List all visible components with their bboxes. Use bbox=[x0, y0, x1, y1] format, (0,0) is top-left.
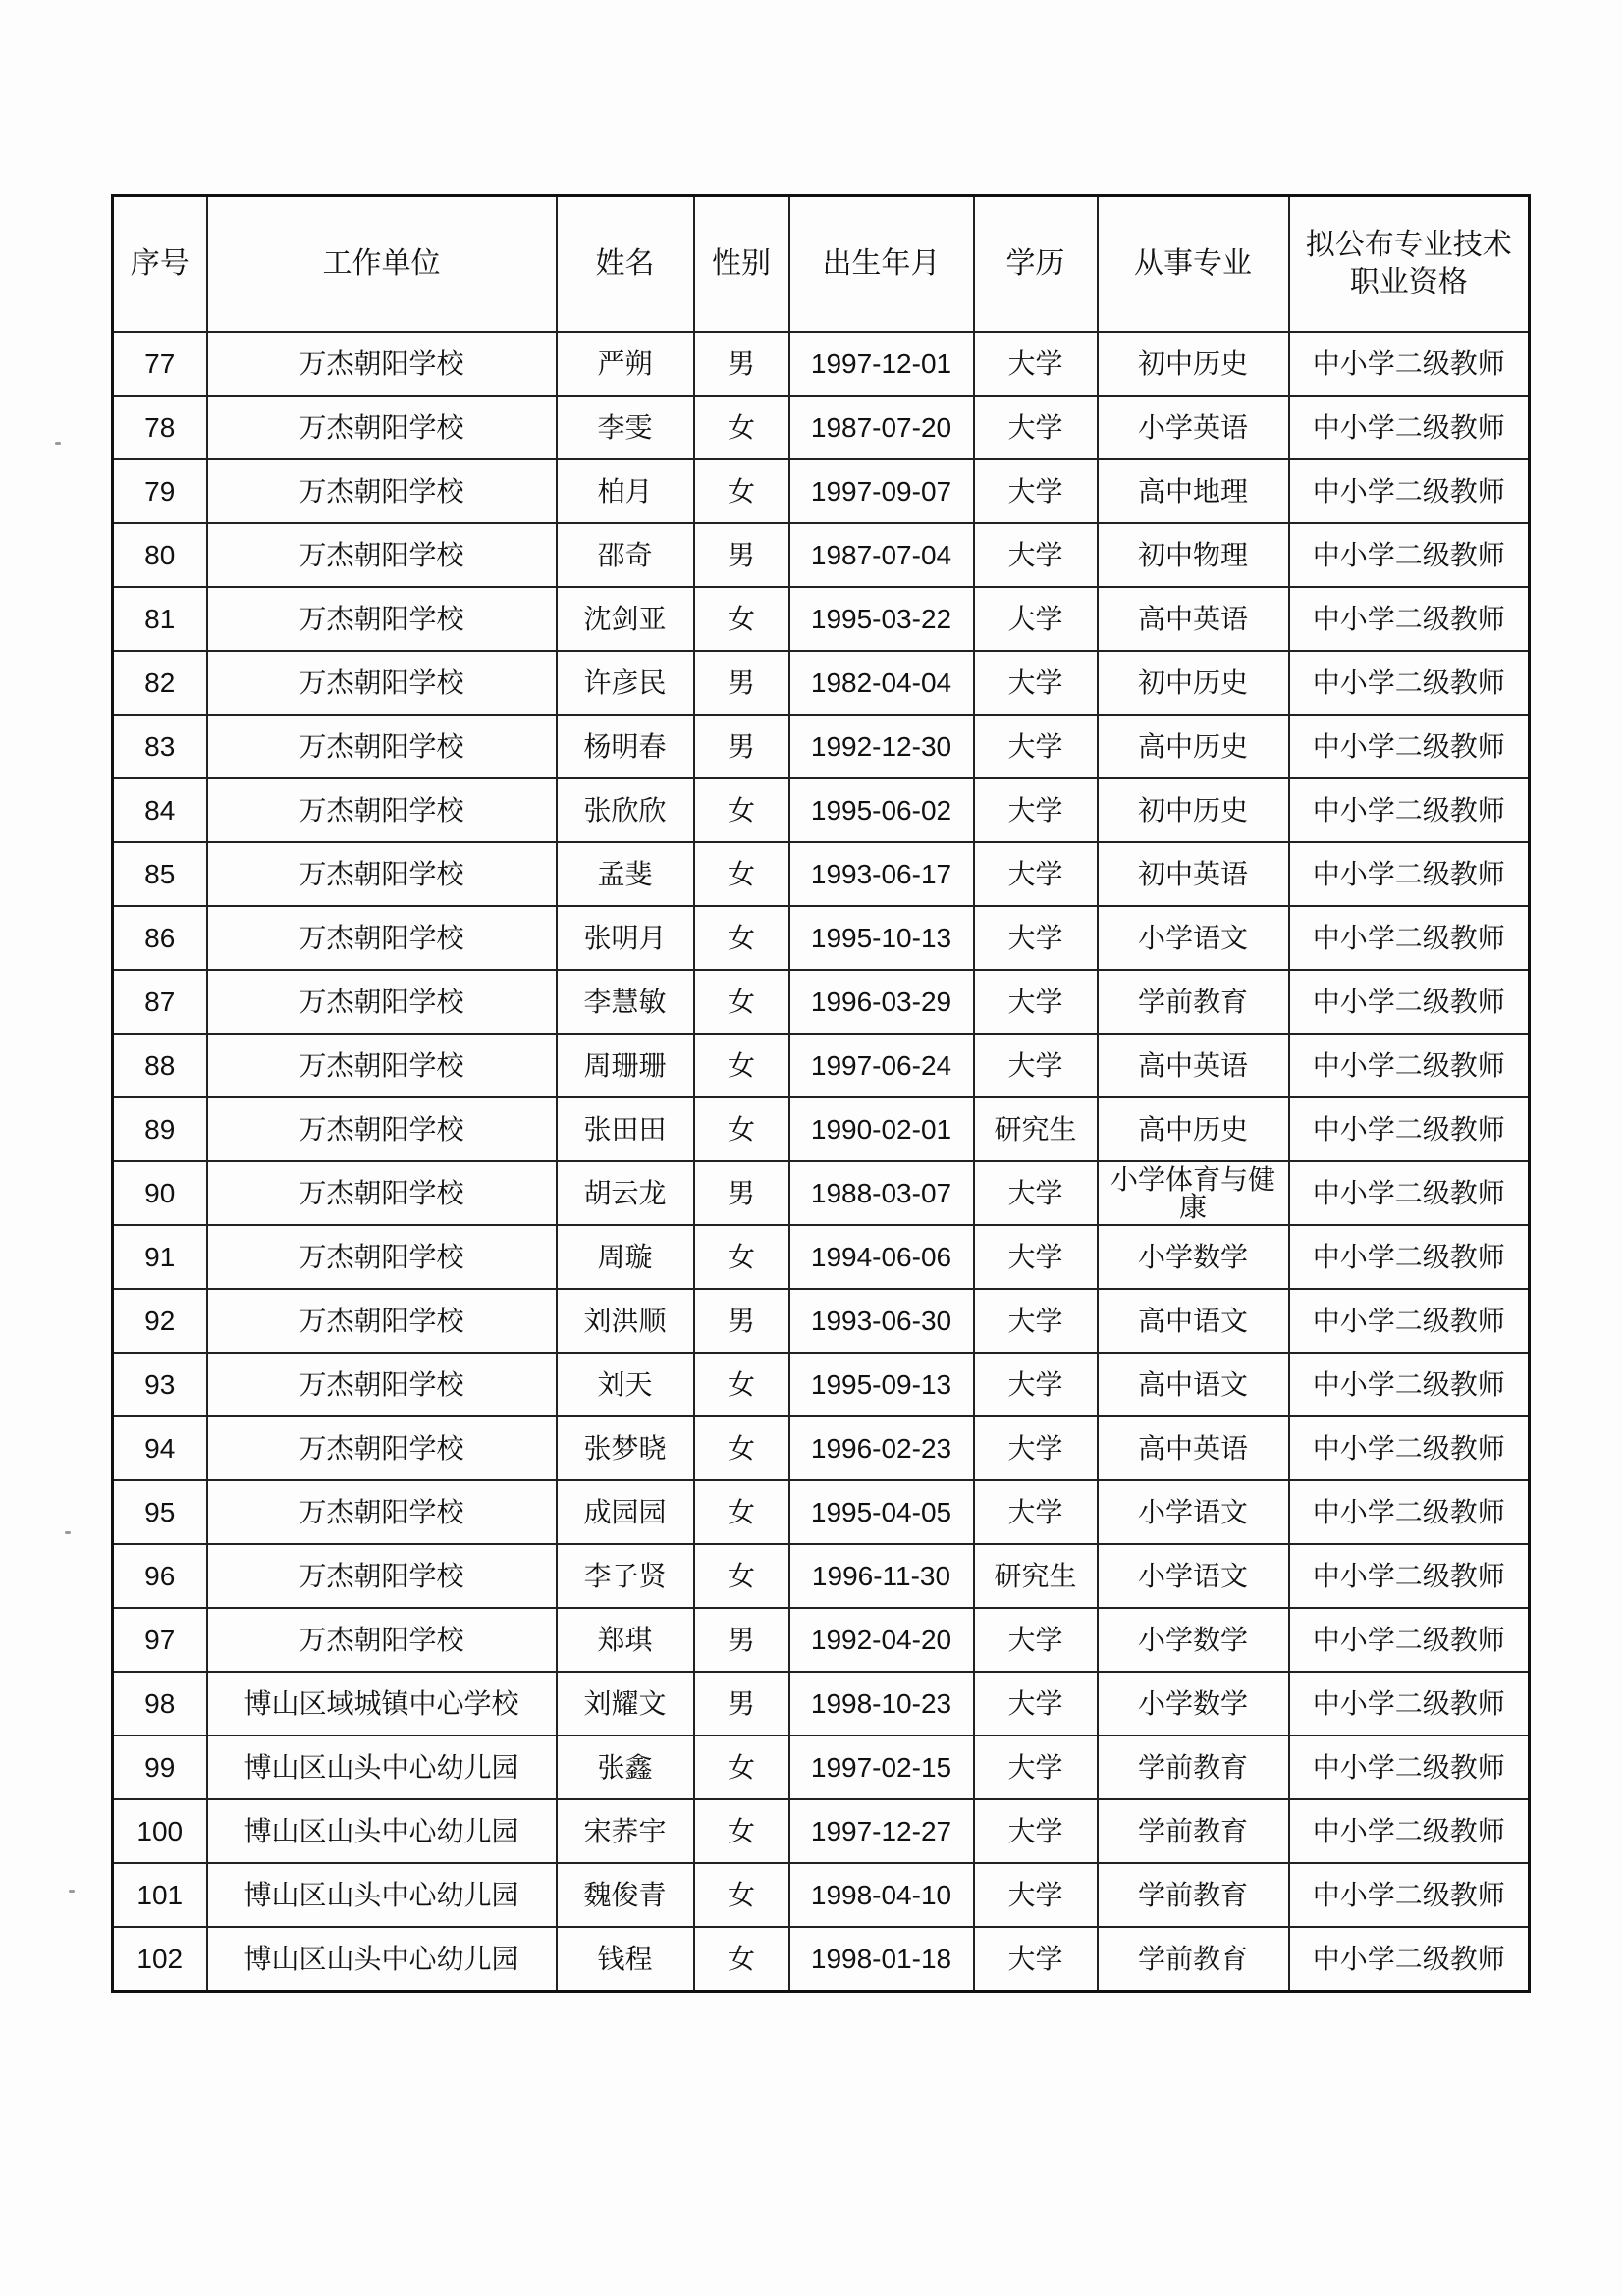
cell-gender: 女 bbox=[694, 778, 789, 842]
cell-education: 大学 bbox=[974, 715, 1098, 778]
cell-birth: 1996-03-29 bbox=[789, 970, 974, 1034]
cell-major: 高中历史 bbox=[1098, 715, 1289, 778]
header-seq: 序号 bbox=[113, 196, 207, 333]
table-row bbox=[113, 651, 1530, 715]
cell-major: 初中历史 bbox=[1098, 332, 1289, 396]
cell-seq: 92 bbox=[113, 1289, 207, 1353]
cell-qualification: 中小学二级教师 bbox=[1289, 1544, 1530, 1608]
cell-name: 李慧敏 bbox=[557, 970, 694, 1034]
cell-seq: 77 bbox=[113, 332, 207, 396]
cell-education: 大学 bbox=[974, 459, 1098, 523]
cell-name: 李雯 bbox=[557, 396, 694, 459]
cell-seq: 97 bbox=[113, 1608, 207, 1672]
cell-seq: 89 bbox=[113, 1097, 207, 1161]
cell-seq: 88 bbox=[113, 1034, 207, 1097]
cell-seq: 96 bbox=[113, 1544, 207, 1608]
cell-birth: 1996-11-30 bbox=[789, 1544, 974, 1608]
cell-education: 大学 bbox=[974, 1416, 1098, 1480]
cell-name: 成园园 bbox=[557, 1480, 694, 1544]
cell-name: 李子贤 bbox=[557, 1544, 694, 1608]
cell-qualification: 中小学二级教师 bbox=[1289, 651, 1530, 715]
table-row bbox=[113, 396, 1530, 459]
cell-birth: 1993-06-30 bbox=[789, 1289, 974, 1353]
cell-gender: 女 bbox=[694, 1799, 789, 1863]
cell-birth: 1997-02-15 bbox=[789, 1735, 974, 1799]
cell-unit: 万杰朝阳学校 bbox=[207, 1097, 557, 1161]
cell-birth: 1987-07-04 bbox=[789, 523, 974, 587]
cell-education: 研究生 bbox=[974, 1097, 1098, 1161]
cell-unit: 博山区山头中心幼儿园 bbox=[207, 1863, 557, 1927]
cell-qualification: 中小学二级教师 bbox=[1289, 1608, 1530, 1672]
cell-major: 小学语文 bbox=[1098, 906, 1289, 970]
cell-unit: 万杰朝阳学校 bbox=[207, 1416, 557, 1480]
cell-name: 周璇 bbox=[557, 1225, 694, 1289]
cell-unit: 万杰朝阳学校 bbox=[207, 778, 557, 842]
cell-qualification: 中小学二级教师 bbox=[1289, 1799, 1530, 1863]
cell-name: 张田田 bbox=[557, 1097, 694, 1161]
cell-unit: 博山区山头中心幼儿园 bbox=[207, 1927, 557, 1992]
cell-unit: 万杰朝阳学校 bbox=[207, 459, 557, 523]
cell-education: 大学 bbox=[974, 1353, 1098, 1416]
header-name: 姓名 bbox=[557, 196, 694, 333]
cell-qualification: 中小学二级教师 bbox=[1289, 1416, 1530, 1480]
table-row bbox=[113, 970, 1530, 1034]
cell-birth: 1995-09-13 bbox=[789, 1353, 974, 1416]
cell-seq: 98 bbox=[113, 1672, 207, 1735]
cell-qualification: 中小学二级教师 bbox=[1289, 459, 1530, 523]
cell-major: 初中历史 bbox=[1098, 651, 1289, 715]
cell-education: 研究生 bbox=[974, 1544, 1098, 1608]
cell-major: 学前教育 bbox=[1098, 1863, 1289, 1927]
cell-qualification: 中小学二级教师 bbox=[1289, 396, 1530, 459]
cell-name: 许彦民 bbox=[557, 651, 694, 715]
cell-unit: 万杰朝阳学校 bbox=[207, 523, 557, 587]
cell-unit: 万杰朝阳学校 bbox=[207, 1544, 557, 1608]
cell-major: 学前教育 bbox=[1098, 1799, 1289, 1863]
table-header bbox=[113, 196, 1530, 333]
cell-name: 柏月 bbox=[557, 459, 694, 523]
cell-unit: 博山区域城镇中心学校 bbox=[207, 1672, 557, 1735]
cell-major: 初中英语 bbox=[1098, 842, 1289, 906]
cell-qualification: 中小学二级教师 bbox=[1289, 332, 1530, 396]
cell-unit: 万杰朝阳学校 bbox=[207, 332, 557, 396]
cell-seq: 82 bbox=[113, 651, 207, 715]
cell-education: 大学 bbox=[974, 587, 1098, 651]
cell-qualification: 中小学二级教师 bbox=[1289, 1034, 1530, 1097]
table-row bbox=[113, 1225, 1530, 1289]
cell-gender: 男 bbox=[694, 332, 789, 396]
cell-major: 小学体育与健康 bbox=[1098, 1161, 1289, 1225]
cell-birth: 1992-04-20 bbox=[789, 1608, 974, 1672]
cell-birth: 1997-12-27 bbox=[789, 1799, 974, 1863]
cell-qualification: 中小学二级教师 bbox=[1289, 715, 1530, 778]
cell-birth: 1982-04-04 bbox=[789, 651, 974, 715]
cell-major: 高中地理 bbox=[1098, 459, 1289, 523]
table-row bbox=[113, 1608, 1530, 1672]
cell-seq: 93 bbox=[113, 1353, 207, 1416]
cell-name: 郑琪 bbox=[557, 1608, 694, 1672]
cell-major: 高中语文 bbox=[1098, 1289, 1289, 1353]
cell-unit: 万杰朝阳学校 bbox=[207, 906, 557, 970]
cell-name: 张明月 bbox=[557, 906, 694, 970]
cell-birth: 1994-06-06 bbox=[789, 1225, 974, 1289]
cell-unit: 万杰朝阳学校 bbox=[207, 842, 557, 906]
cell-seq: 80 bbox=[113, 523, 207, 587]
table-row bbox=[113, 1927, 1530, 1992]
cell-education: 大学 bbox=[974, 1034, 1098, 1097]
cell-gender: 女 bbox=[694, 1097, 789, 1161]
cell-qualification: 中小学二级教师 bbox=[1289, 587, 1530, 651]
header-unit: 工作单位 bbox=[207, 196, 557, 333]
cell-name: 宋荞宇 bbox=[557, 1799, 694, 1863]
cell-major: 学前教育 bbox=[1098, 1735, 1289, 1799]
cell-qualification: 中小学二级教师 bbox=[1289, 1927, 1530, 1992]
cell-major: 学前教育 bbox=[1098, 970, 1289, 1034]
cell-gender: 女 bbox=[694, 1416, 789, 1480]
cell-name: 钱程 bbox=[557, 1927, 694, 1992]
cell-major: 小学数学 bbox=[1098, 1672, 1289, 1735]
header-qualification: 拟公布专业技术职业资格 bbox=[1289, 196, 1530, 333]
cell-seq: 83 bbox=[113, 715, 207, 778]
cell-major: 小学语文 bbox=[1098, 1544, 1289, 1608]
cell-gender: 男 bbox=[694, 1289, 789, 1353]
cell-major: 初中历史 bbox=[1098, 778, 1289, 842]
cell-name: 刘耀文 bbox=[557, 1672, 694, 1735]
cell-gender: 女 bbox=[694, 1034, 789, 1097]
cell-gender: 女 bbox=[694, 1544, 789, 1608]
cell-qualification: 中小学二级教师 bbox=[1289, 1161, 1530, 1225]
cell-birth: 1995-04-05 bbox=[789, 1480, 974, 1544]
table-row bbox=[113, 1863, 1530, 1927]
cell-gender: 女 bbox=[694, 1735, 789, 1799]
table-row bbox=[113, 842, 1530, 906]
table-row bbox=[113, 459, 1530, 523]
table-row bbox=[113, 587, 1530, 651]
cell-education: 大学 bbox=[974, 1799, 1098, 1863]
cell-seq: 81 bbox=[113, 587, 207, 651]
cell-qualification: 中小学二级教师 bbox=[1289, 970, 1530, 1034]
cell-seq: 91 bbox=[113, 1225, 207, 1289]
cell-education: 大学 bbox=[974, 842, 1098, 906]
cell-education: 大学 bbox=[974, 1672, 1098, 1735]
cell-seq: 102 bbox=[113, 1927, 207, 1992]
cell-qualification: 中小学二级教师 bbox=[1289, 778, 1530, 842]
cell-qualification: 中小学二级教师 bbox=[1289, 842, 1530, 906]
header-gender: 性别 bbox=[694, 196, 789, 333]
cell-qualification: 中小学二级教师 bbox=[1289, 1735, 1530, 1799]
table-row bbox=[113, 715, 1530, 778]
cell-name: 孟斐 bbox=[557, 842, 694, 906]
cell-birth: 1997-09-07 bbox=[789, 459, 974, 523]
cell-seq: 94 bbox=[113, 1416, 207, 1480]
cell-gender: 女 bbox=[694, 1353, 789, 1416]
cell-seq: 99 bbox=[113, 1735, 207, 1799]
cell-unit: 万杰朝阳学校 bbox=[207, 587, 557, 651]
cell-unit: 万杰朝阳学校 bbox=[207, 1034, 557, 1097]
cell-birth: 1988-03-07 bbox=[789, 1161, 974, 1225]
cell-education: 大学 bbox=[974, 778, 1098, 842]
scan-speck bbox=[55, 442, 61, 445]
cell-seq: 78 bbox=[113, 396, 207, 459]
cell-unit: 万杰朝阳学校 bbox=[207, 1608, 557, 1672]
cell-unit: 万杰朝阳学校 bbox=[207, 396, 557, 459]
cell-qualification: 中小学二级教师 bbox=[1289, 1480, 1530, 1544]
table-row bbox=[113, 1799, 1530, 1863]
cell-major: 学前教育 bbox=[1098, 1927, 1289, 1992]
table-row bbox=[113, 1161, 1530, 1225]
cell-gender: 男 bbox=[694, 1672, 789, 1735]
header-row bbox=[113, 196, 1530, 333]
cell-gender: 女 bbox=[694, 906, 789, 970]
cell-gender: 女 bbox=[694, 587, 789, 651]
cell-name: 张梦晓 bbox=[557, 1416, 694, 1480]
table-row bbox=[113, 778, 1530, 842]
cell-major: 高中历史 bbox=[1098, 1097, 1289, 1161]
cell-major: 高中英语 bbox=[1098, 1034, 1289, 1097]
header-education: 学历 bbox=[974, 196, 1098, 333]
cell-unit: 博山区山头中心幼儿园 bbox=[207, 1799, 557, 1863]
cell-seq: 79 bbox=[113, 459, 207, 523]
cell-birth: 1998-10-23 bbox=[789, 1672, 974, 1735]
cell-name: 刘天 bbox=[557, 1353, 694, 1416]
table-row bbox=[113, 1034, 1530, 1097]
cell-name: 刘洪顺 bbox=[557, 1289, 694, 1353]
cell-education: 大学 bbox=[974, 906, 1098, 970]
cell-birth: 1995-10-13 bbox=[789, 906, 974, 970]
cell-major: 小学英语 bbox=[1098, 396, 1289, 459]
cell-qualification: 中小学二级教师 bbox=[1289, 1672, 1530, 1735]
cell-qualification: 中小学二级教师 bbox=[1289, 1863, 1530, 1927]
cell-qualification: 中小学二级教师 bbox=[1289, 523, 1530, 587]
cell-name: 魏俊青 bbox=[557, 1863, 694, 1927]
cell-birth: 1992-12-30 bbox=[789, 715, 974, 778]
cell-name: 杨明春 bbox=[557, 715, 694, 778]
scan-speck bbox=[69, 1890, 75, 1893]
cell-gender: 女 bbox=[694, 970, 789, 1034]
cell-major: 高中语文 bbox=[1098, 1353, 1289, 1416]
cell-birth: 1993-06-17 bbox=[789, 842, 974, 906]
table-row bbox=[113, 1289, 1530, 1353]
cell-birth: 1998-04-10 bbox=[789, 1863, 974, 1927]
cell-birth: 1990-02-01 bbox=[789, 1097, 974, 1161]
cell-birth: 1997-12-01 bbox=[789, 332, 974, 396]
cell-gender: 女 bbox=[694, 1225, 789, 1289]
cell-major: 小学数学 bbox=[1098, 1608, 1289, 1672]
table-row bbox=[113, 1480, 1530, 1544]
table-row bbox=[113, 1735, 1530, 1799]
cell-seq: 86 bbox=[113, 906, 207, 970]
cell-major: 高中英语 bbox=[1098, 587, 1289, 651]
cell-gender: 男 bbox=[694, 1161, 789, 1225]
cell-major: 小学数学 bbox=[1098, 1225, 1289, 1289]
cell-gender: 男 bbox=[694, 1608, 789, 1672]
cell-gender: 女 bbox=[694, 459, 789, 523]
cell-unit: 万杰朝阳学校 bbox=[207, 1225, 557, 1289]
cell-qualification: 中小学二级教师 bbox=[1289, 1097, 1530, 1161]
cell-unit: 万杰朝阳学校 bbox=[207, 1480, 557, 1544]
cell-unit: 万杰朝阳学校 bbox=[207, 970, 557, 1034]
cell-seq: 95 bbox=[113, 1480, 207, 1544]
qualification-table bbox=[111, 194, 1531, 1993]
cell-name: 张欣欣 bbox=[557, 778, 694, 842]
table-row bbox=[113, 1544, 1530, 1608]
table-body bbox=[113, 332, 1530, 1992]
cell-unit: 万杰朝阳学校 bbox=[207, 1161, 557, 1225]
cell-education: 大学 bbox=[974, 1927, 1098, 1992]
cell-name: 胡云龙 bbox=[557, 1161, 694, 1225]
header-major: 从事专业 bbox=[1098, 196, 1289, 333]
cell-birth: 1997-06-24 bbox=[789, 1034, 974, 1097]
cell-education: 大学 bbox=[974, 1161, 1098, 1225]
cell-gender: 男 bbox=[694, 651, 789, 715]
cell-gender: 女 bbox=[694, 1480, 789, 1544]
cell-gender: 女 bbox=[694, 1863, 789, 1927]
cell-birth: 1998-01-18 bbox=[789, 1927, 974, 1992]
cell-gender: 女 bbox=[694, 1927, 789, 1992]
cell-name: 张鑫 bbox=[557, 1735, 694, 1799]
table-row bbox=[113, 1353, 1530, 1416]
cell-unit: 万杰朝阳学校 bbox=[207, 1289, 557, 1353]
cell-education: 大学 bbox=[974, 1735, 1098, 1799]
cell-qualification: 中小学二级教师 bbox=[1289, 1225, 1530, 1289]
cell-major: 初中物理 bbox=[1098, 523, 1289, 587]
cell-qualification: 中小学二级教师 bbox=[1289, 906, 1530, 970]
cell-education: 大学 bbox=[974, 651, 1098, 715]
cell-education: 大学 bbox=[974, 1289, 1098, 1353]
table-row bbox=[113, 523, 1530, 587]
cell-seq: 87 bbox=[113, 970, 207, 1034]
cell-education: 大学 bbox=[974, 1225, 1098, 1289]
header-birth: 出生年月 bbox=[789, 196, 974, 333]
table-row bbox=[113, 332, 1530, 396]
cell-name: 周珊珊 bbox=[557, 1034, 694, 1097]
cell-name: 邵奇 bbox=[557, 523, 694, 587]
cell-education: 大学 bbox=[974, 396, 1098, 459]
table-row bbox=[113, 1416, 1530, 1480]
cell-major: 高中英语 bbox=[1098, 1416, 1289, 1480]
cell-birth: 1996-02-23 bbox=[789, 1416, 974, 1480]
cell-seq: 90 bbox=[113, 1161, 207, 1225]
cell-seq: 84 bbox=[113, 778, 207, 842]
table-row bbox=[113, 1672, 1530, 1735]
cell-unit: 万杰朝阳学校 bbox=[207, 1353, 557, 1416]
cell-birth: 1995-06-02 bbox=[789, 778, 974, 842]
cell-seq: 85 bbox=[113, 842, 207, 906]
cell-education: 大学 bbox=[974, 1480, 1098, 1544]
table-row bbox=[113, 906, 1530, 970]
scan-speck bbox=[65, 1531, 71, 1534]
cell-birth: 1987-07-20 bbox=[789, 396, 974, 459]
cell-education: 大学 bbox=[974, 1863, 1098, 1927]
cell-name: 沈剑亚 bbox=[557, 587, 694, 651]
cell-seq: 100 bbox=[113, 1799, 207, 1863]
cell-education: 大学 bbox=[974, 523, 1098, 587]
table-row bbox=[113, 1097, 1530, 1161]
cell-qualification: 中小学二级教师 bbox=[1289, 1289, 1530, 1353]
cell-gender: 女 bbox=[694, 396, 789, 459]
cell-education: 大学 bbox=[974, 332, 1098, 396]
cell-education: 大学 bbox=[974, 1608, 1098, 1672]
cell-education: 大学 bbox=[974, 970, 1098, 1034]
cell-gender: 男 bbox=[694, 523, 789, 587]
cell-seq: 101 bbox=[113, 1863, 207, 1927]
cell-major: 小学语文 bbox=[1098, 1480, 1289, 1544]
cell-unit: 博山区山头中心幼儿园 bbox=[207, 1735, 557, 1799]
cell-birth: 1995-03-22 bbox=[789, 587, 974, 651]
cell-qualification: 中小学二级教师 bbox=[1289, 1353, 1530, 1416]
cell-gender: 女 bbox=[694, 842, 789, 906]
cell-unit: 万杰朝阳学校 bbox=[207, 651, 557, 715]
cell-gender: 男 bbox=[694, 715, 789, 778]
cell-name: 严朔 bbox=[557, 332, 694, 396]
cell-unit: 万杰朝阳学校 bbox=[207, 715, 557, 778]
